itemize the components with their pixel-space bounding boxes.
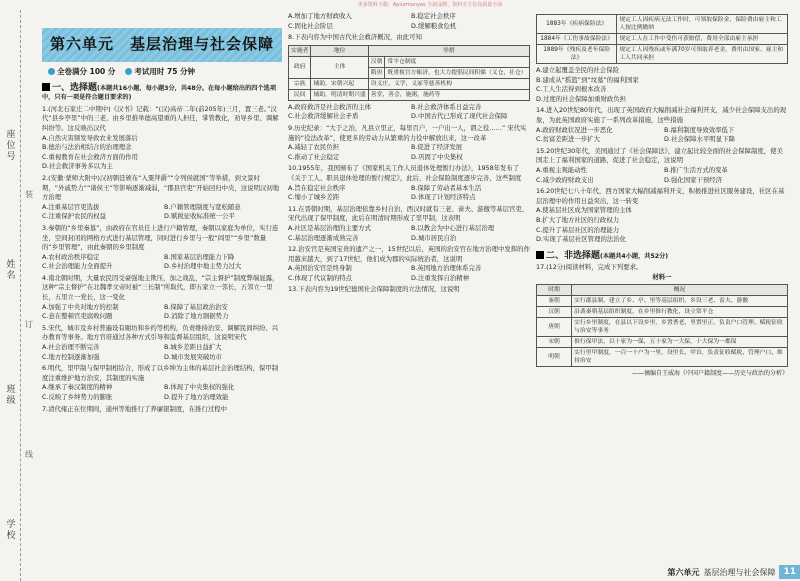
option[interactable]: B.以教会为中心进行基层治理 [411,223,495,232]
option[interactable]: A.加强了中央对地方的控制 [42,302,119,311]
question-stem: 1.(河北石家庄二中期中)《汉书》记载：“(汉)高帝二年(前205年)三月，置三老。”汉代“县乡亭里”中的三老，由乡里推举德高望重的人担任，掌管教化，劝导乡里、调解纠纷等。这反映出汉代 [42,104,279,132]
table-cell: 辅助，明清时期兴盛 [311,89,368,100]
option[interactable]: B.推广生活方式的变革 [664,165,728,174]
question-options [288,264,530,283]
option[interactable]: C.贫富差距进一步扩大 [536,135,601,144]
option[interactable]: A.使基层社区成为国家管理的主体 [536,206,632,215]
footer-title: 基层治理与社会保障 [703,567,776,577]
option[interactable]: A.减轻了农民负担 [288,143,340,152]
table-cell: 规定工人因疾病无法工作时，可领取保险金，保险费由雇主和工人按比例缴纳 [617,15,788,34]
option[interactable]: B.社会救济体系日益完善 [411,102,482,111]
question-options [42,203,282,222]
option[interactable]: B.扩大了地方社区的行政权力 [536,215,620,224]
footer-unit: 第六单元 [667,567,700,577]
question-17 [536,263,788,379]
table-cell: 秦朝 [537,296,572,307]
option[interactable]: B.保障了基层政治治安 [164,302,228,311]
table-cell: 宗族 [289,78,311,89]
section-square-icon [42,83,50,91]
table-row [289,89,530,100]
table-cell: 既重视官方赈济，也大力提倡民间积储（义仓，社仓） [385,67,530,78]
table-row [537,348,788,367]
question-options [288,103,530,122]
option[interactable]: A.重视主观能动性 [536,165,588,174]
question-6 [42,364,282,402]
table-cell: 主体 [311,56,368,78]
option[interactable]: B.体现了中央集权的强化 [164,383,235,392]
binding-dashed-line [20,10,21,581]
question-7 [42,405,282,415]
option[interactable]: B.城乡差距日益扩大 [164,343,222,352]
option[interactable]: D.城市居民自治 [411,233,457,242]
table-cell: 推行保甲法，以十家为一保，五十家为一大保，十大保为一都保 [572,337,788,348]
table-cell: 常平仓制度 [385,56,530,67]
table-cell: 民间 [289,89,311,100]
question-11 [288,205,530,243]
option[interactable]: C.反映了乡绅势力的膨胀 [42,393,113,401]
table-row [537,15,788,34]
question-8 [288,33,530,122]
question-options [42,303,282,322]
question-options [42,134,282,172]
option[interactable]: C.社会治理能力全面提升 [42,262,113,271]
table-cell: 善堂，善会，施粥，施药等 [368,89,529,100]
option[interactable]: C.缩小了城乡差距 [288,193,340,202]
question-options [536,126,788,145]
material-source: ——摘编自王威海《中国户籍制度——历史与政治的分析》 [631,370,788,378]
table-cell: 政府 [289,56,311,78]
option[interactable]: A.增加了地方财政收入 [288,12,352,20]
question-12 [288,245,530,283]
table-cell: 1884年《工伤事故保险法》 [537,34,617,45]
option[interactable]: D.赋税征收标准统一公平 [164,212,235,221]
table-header: 时期 [537,285,572,296]
table-cell: 唐朝 [537,318,572,337]
section-title: 一、选择题(本题共16小题，每小题3分，共48分。在每小题给出的四个选项中，只有一项是符合题目要求的) [42,82,277,102]
score-icon [48,68,55,75]
option[interactable]: B.促进了经济发展 [411,143,463,152]
option[interactable]: A.旨在稳定社会秩序 [288,183,346,192]
question-options [42,253,282,272]
table-cell: 实行乡里制度，在县以下设乡里，乡置耆老，里置里正，负责户口管理、赋税征收与治安等事务 [572,318,788,337]
option[interactable]: D.社会救济事务多以为主 [42,162,113,171]
unit-title: 第六单元 基层治理与社会保障 [42,28,282,62]
question-stem: 10.1955年，我国颁布了《国家机关工作人员退休处理暂行办法》，1958年发布了《关于工人、职员退休处理的暂行规定》，此后，社会保险制度逐步完善，这些制度 [288,164,522,182]
option[interactable]: D.注重发挥自治精神 [411,273,470,282]
question-stem: 3.秦朝的“乡里秦墓”，由政府在官员任上进行户籍管理，秦朝以家庭为单位，实行连坐，空间封闭的网格方式进行基层管理，同时进行乡里与一般“闾里”“乡里”数量的“乡里管理”，由此秦朝的乡里制度 [42,223,279,252]
option[interactable]: D.乡村治理中地主势力过大 [164,262,242,271]
option[interactable]: A.社会治理不断完善 [42,343,100,352]
option[interactable]: A.政府救济是社会救济的主体 [288,102,371,111]
school-label: 学校 [6,520,16,541]
option[interactable]: D.消除了地方割据势力 [164,312,229,321]
column-right [536,12,788,560]
option[interactable]: B.户籍管理制度与宽松随意 [164,202,241,211]
table-cell: 汉朝 [537,307,572,318]
table-row [537,337,788,348]
question-stem: 2.(安徽·蒙师大附中)汉初朝廷颁布“入粟拜爵”“令列侯就国”等举措，到文景时期，“外戚势力”“诸侯王”等影响逐渐减弱，“郡县官吏”开始回归中央，这说明汉初地方治理 [42,173,280,202]
option[interactable]: B.保障了劳动者基本生活 [411,183,482,192]
question-stem: 6.明代，里甲制与保甲制相结合，形成了以乡绅为主体的基层社会治理结构，保甲制度注重维护地方治安，其制度的实施 [42,364,279,382]
option[interactable]: A.英国治安官是终身制 [288,264,352,273]
option[interactable]: A.自然灾害频发导致农业发展落后 [42,133,138,142]
full-score: 全卷满分 100 分 [48,67,115,77]
table-cell: 实行里甲制度，一百一十户为一里，设里长、甲首，负责征收赋税、管理户口、维持治安 [572,348,788,367]
option[interactable]: D.缓解粮食危机 [411,21,457,30]
option[interactable]: B.福利制度导致效率低下 [664,125,735,134]
option[interactable]: D.过度的社会保障加重财政负担 [536,94,627,103]
question-stem: 16.20世纪七八十年代，西方国家大幅削减福利开支，积极推进社区服务建设，社区在基层治理中的作用日益突出，这一转变 [536,187,785,205]
table-row [537,45,788,64]
table-row [537,296,788,307]
table-cell: 宋朝 [537,337,572,348]
section-title: 二、非选择题(本题共4小题，共52分) [536,251,788,262]
top-watermark: 更多资料下载：Apiurmanyes 全新品牌，资料全方位高质量全面 [357,2,503,8]
table-header: 实施者 [289,45,311,56]
question-16 [536,187,788,245]
german-insurance-table [536,14,788,64]
question-14 [536,106,788,144]
question-4 [42,274,282,322]
class-label: 班级 [6,385,16,406]
option[interactable]: A.农村政治秩序稳定 [42,252,100,261]
option[interactable]: D.提升了地方治理效能 [164,393,229,401]
option[interactable]: C.推动了社会稳定 [288,152,340,161]
option[interactable]: B.建成从“摇篮”到“坟墓”的福利国家 [536,75,639,84]
question-2 [42,174,282,222]
option[interactable]: A.继承了秦汉制度的精神 [42,383,113,392]
option[interactable]: D.社会保障水平明显下降 [664,135,735,144]
option[interactable]: C.工人生活得到根本改善 [536,85,607,94]
exam-time: 考试用时 75 分钟 [125,67,195,77]
option[interactable]: D.中国古代已形成了现代社会保障 [411,112,508,121]
option[interactable]: D.实现了基层社区管理的法治化 [536,235,627,244]
table-row [289,56,530,67]
table-cell: 1883年《疾病保险法》 [537,15,617,34]
question-stem: 5.宋代，城市及乡村普遍设有厢坊和乡约等机构，负责维持治安、调解民间纠纷、兴办教育等事务。地方官府通过各种方式引导和监督基层组织，这说明宋代 [42,323,279,342]
option[interactable]: B.稳定社会秩序 [411,12,456,20]
table-cell: 规定工人因残疾或年满70岁可领取养老金，费用由国家、雇主和工人共同承担 [617,45,788,64]
table-cell: 1889年《残疾及老年保险法》 [537,45,617,64]
material-label: 材料一 [652,272,672,281]
table-cell: 实行郡县制，建立了乡、亭、里等基层组织，乡设三老、啬夫、游徼 [572,296,788,307]
option[interactable]: C.体现了代议制的特点 [288,273,353,282]
table-cell: 辅助，宋朝兴起 [311,78,368,89]
option[interactable]: C.基层治理逐渐成熟完善 [288,233,359,242]
relief-table [288,45,530,101]
material-table [536,284,788,367]
option[interactable]: C.地方控制逐渐加强 [42,352,100,361]
table-row [537,318,788,337]
option[interactable]: C.提升了基层社区的治理能力 [536,225,620,234]
question-7-options [288,12,530,31]
table-cell: 汉朝 [368,56,385,67]
table-cell: 隋唐 [368,67,385,78]
question-stem: 8.下表内容为中国古代社会救济概况，由此可知 [288,33,422,42]
option[interactable]: C.注重保护农民的权益 [42,212,107,221]
table-row [537,307,788,318]
question-stem: 12.治安官是英国宝贵的遗产之一，15世纪以后，英国的治安官在地方治理中发挥的作用越来越大，到了17世纪，他们成为郡的实际统治者，这说明 [288,245,530,263]
clock-icon [125,68,132,75]
question-9 [288,124,530,162]
binding-char: 订 [25,320,33,329]
option[interactable]: A.社区是基层治理的主要方式 [288,223,371,232]
option[interactable]: B.英国地方治理体系完善 [411,264,482,273]
table-row [537,34,788,45]
question-options [42,343,282,362]
option[interactable]: D.巩固了中央集权 [411,152,463,161]
question-stem: 4.南北朝时期，大量农民因受豪强地主欺压，加之战乱，“宗主督护”制度弊端显露，这种“宗主督护”在北魏孝文帝时被“三长制”所取代，即五家立一邻长，五邻立一里长，五里立一党长，这一变化 [42,273,279,302]
option[interactable]: C.固化社会阶层 [288,21,333,30]
table-cell: 沿袭秦朝基层组织制度，在乡里推行教化，设立常平仓 [572,307,788,318]
option[interactable]: A.注重基层官吏选拔 [42,202,100,211]
binding-margin [0,10,40,581]
question-options [536,166,788,185]
question-15 [536,147,788,185]
question-stem: 11.在晋朝时期，基层治理依靠乡村自治，西汉时就有三老、啬夫、游徼等基层官吏，宋代出现了保甲制度，此后在明清时期形成了里甲制，这表明 [288,204,529,223]
option[interactable]: C.社会救济缓解社会矛盾 [288,112,359,121]
column-middle [288,12,530,567]
table-cell: 规定工人在工作中受伤可获赔偿，费用全部由雇主承担 [617,34,788,45]
binding-char: 线 [25,450,33,459]
option[interactable]: A.政府财政状况进一步恶化 [536,125,613,134]
question-1 [42,105,282,172]
page-footer [667,563,800,581]
section-square-icon [536,251,544,259]
page-number: 11 [779,565,800,579]
question-13 [288,285,530,295]
option[interactable]: A.建立起覆盖全民的社会保险 [536,66,619,74]
option[interactable]: C.意在整顿官吏腐败问题 [42,312,113,321]
question-stem: 14.进入20世纪80年代，出现了英国政府大幅削减社会福利开支，减少社会保障支出的现象，为此英国政府实施了一系列改革措施，这些措施 [536,106,787,124]
question-options [288,184,530,203]
seat-number-label: 座位号 [6,130,16,162]
exam-meta [48,67,282,77]
option[interactable]: D.体现了计划经济特点 [411,193,476,202]
question-3 [42,224,282,272]
name-label: 姓名 [6,260,16,281]
question-stem: 13.下表内容为19世纪德国社会保障制度的立法情况，这说明 [288,285,460,294]
option[interactable]: B.国家基层治理能力下降 [164,252,235,261]
table-header: 地位 [311,45,368,56]
option[interactable]: C.减少政府财政支出 [536,175,594,184]
option[interactable]: D.城市发展突破坊市 [164,352,223,361]
question-stem: 15.20世纪30年代，美国通过了《社会保障法》，建立起比较全面的社会保障制度，使美国走上了福利国家的道路，促进了社会稳定，这说明 [536,146,783,165]
column-left [42,12,282,567]
table-cell: 设义庄，义学，义冢等慈善机构 [368,78,529,89]
question-13-options [536,66,788,104]
option[interactable]: B.德治与法治相结合的治理理念 [42,143,132,152]
table-header: 概况 [572,285,788,296]
question-options [288,143,530,162]
table-row [289,78,530,89]
option[interactable]: D.强化国家干预经济 [664,175,723,184]
question-options [536,206,788,244]
question-stem: 17.(12分)阅读材料，完成下列要求。 [536,263,643,272]
question-options [42,383,282,402]
binding-char: 装 [25,190,33,199]
question-options [288,224,530,243]
table-cell: 明朝 [537,348,572,367]
question-stem: 9.历史纪录：“大于之治，凡县立里正，每里百户，一户出一人，谓之役……” 宋代实施的“役法改革”，使更多的劳动力从繁重的力役中解放出来，这一改革 [288,123,527,142]
question-stem: 7.清代雍正在位期间，通州等地推行了养廉银制度，在推行过程中 [42,404,228,413]
table-header: 举措 [368,45,529,56]
question-5 [42,324,282,362]
question-10 [288,164,530,202]
option[interactable]: C.重视教育在社会救济方面的作用 [42,152,138,161]
